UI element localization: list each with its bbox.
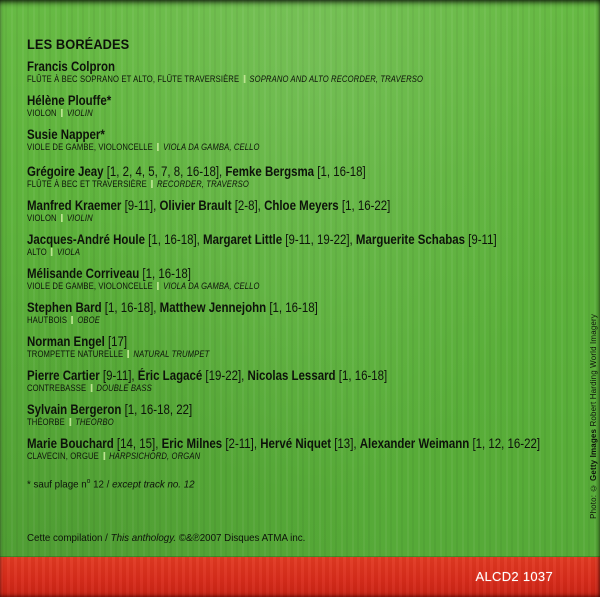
performer-name: Jacques-André Houle <box>27 232 145 247</box>
catalog-number: ALCD2 1037 <box>475 568 553 584</box>
performer-name: Manfred Kraemer <box>27 198 122 213</box>
performers-list <box>27 59 590 462</box>
separator-bar <box>90 384 92 392</box>
performer-tracks: [2-11] <box>222 436 254 451</box>
instrument-line <box>27 383 506 394</box>
performer-name: Francis Colpron <box>27 59 115 74</box>
instrument-en: VIOLIN <box>66 213 93 223</box>
performer-entry <box>27 368 590 394</box>
performer-entry <box>27 266 590 292</box>
instrument-en: HARPSICHORD, ORGAN <box>109 451 201 461</box>
performer-tracks: [9-11, 19-22] <box>282 232 350 247</box>
performer-entry <box>27 127 590 153</box>
performer-entry <box>27 300 590 326</box>
performer-name: Marie Bouchard <box>27 436 114 451</box>
performer-entry <box>27 59 590 85</box>
performer-name: Alexander Weimann <box>359 436 470 451</box>
instrument-en: VIOLA DA GAMBA, CELLO <box>163 281 260 291</box>
performer-name: Hélène Plouffe* <box>27 93 112 108</box>
performer-name: Mélisande Corriveau <box>27 266 140 281</box>
separator-bar <box>157 282 159 290</box>
footnote-en: except track no. 12 <box>112 478 195 491</box>
performer-tracks: [1, 16-18] <box>144 232 197 247</box>
performer-tracks: [1, 16-18] <box>139 266 191 281</box>
performer-names-line: Stephen Bard [1, 16-18], Matthew Jennejohn [1, 16-18] <box>27 300 318 315</box>
performer-names-line: Pierre Cartier [9-11], Éric Lagacé [19-22], Nicolas Lessard [1, 16-18] <box>27 368 388 383</box>
performer-tracks: [1, 16-18] <box>335 368 388 383</box>
performer-tracks: [14, 15] <box>113 436 156 451</box>
separator-bar <box>151 180 153 188</box>
performer-name: Éric Lagacé <box>137 368 203 383</box>
performer-tracks: [1, 12, 16-22] <box>469 436 541 451</box>
photo-credit-rest: Robert Harding World Imagery <box>589 314 598 430</box>
instrument-en: SOPRANO AND ALTO RECORDER, TRAVERSO <box>249 74 424 84</box>
instrument-line <box>27 142 506 153</box>
instrument-fr: ALTO <box>27 247 47 257</box>
performer-names-line <box>27 266 506 281</box>
performer-tracks: [1, 2, 4, 5, 7, 8, 16-18] <box>103 164 220 179</box>
performer-names-line <box>27 93 506 108</box>
instrument-en: VIOLA DA GAMBA, CELLO <box>163 142 260 152</box>
instrument-line <box>27 417 506 428</box>
performer-tracks: [2-8] <box>231 198 258 213</box>
performer-tracks: [1, 16-18] <box>101 300 154 315</box>
performer-tracks: [1, 16-18, 22] <box>121 402 193 417</box>
performer-name: Femke Bergsma <box>225 164 315 179</box>
instrument-line <box>27 108 506 119</box>
performer-tracks: [9-11] <box>99 368 132 383</box>
performer-tracks: [13] <box>331 436 354 451</box>
performer-names-line: Grégoire Jeay [1, 2, 4, 5, 7, 8, 16-18], Femke Bergsma [1, 16-18] <box>27 164 366 179</box>
instrument-fr: VIOLE DE GAMBE, VIOLONCELLE <box>27 142 153 152</box>
instrument-fr: VIOLON <box>27 213 57 223</box>
performer-name: Matthew Jennejohn <box>159 300 267 315</box>
performer-name: Susie Napper* <box>27 127 105 142</box>
performer-entry <box>27 198 590 224</box>
instrument-fr: THÉORBE <box>27 417 65 427</box>
performer-tracks: [1, 16-18] <box>266 300 318 315</box>
copyright-en: This anthology. <box>110 531 177 544</box>
instrument-en: DOUBLE BASS <box>96 383 152 393</box>
credits-content <box>27 38 590 544</box>
performer-names-line <box>27 59 506 74</box>
performer-name: Eric Milnes <box>161 436 223 451</box>
instrument-fr: TROMPETTE NATURELLE <box>27 349 124 359</box>
photo-credit <box>589 314 598 519</box>
instrument-en: NATURAL TRUMPET <box>133 349 210 359</box>
instrument-line <box>27 451 506 462</box>
separator-bar <box>103 452 105 460</box>
performer-entry <box>27 232 590 258</box>
instrument-fr: HAUTBOIS <box>27 315 68 325</box>
instrument-line <box>27 315 506 326</box>
separator-bar <box>157 143 159 151</box>
instrument-fr: VIOLON <box>27 108 57 118</box>
performer-tracks: [1, 16-18] <box>314 164 366 179</box>
performer-entry <box>27 402 590 428</box>
performer-names-line <box>27 127 506 142</box>
copyright-line <box>27 532 551 544</box>
separator-bar <box>69 418 71 426</box>
performer-name: Marguerite Schabas <box>355 232 465 247</box>
footnote-fr-post: 12 / <box>90 478 113 491</box>
performer-entry <box>27 334 590 360</box>
performer-entry <box>27 164 590 190</box>
separator-bar <box>51 248 53 256</box>
performer-tracks: [9-11] <box>464 232 497 247</box>
separator-bar <box>61 109 63 117</box>
performer-name: Norman Engel <box>27 334 105 349</box>
instrument-fr: CLAVECIN, ORGUE <box>27 451 99 461</box>
instrument-en: RECORDER, TRAVERSO <box>156 179 249 189</box>
footnote-ordinal: o <box>86 478 91 485</box>
performer-names-line: Manfred Kraemer [9-11], Olivier Brault [2-8], Chloe Meyers [1, 16-22] <box>27 198 391 213</box>
instrument-en: VIOLIN <box>66 108 93 118</box>
performer-name: Nicolas Lessard <box>247 368 336 383</box>
footnote <box>27 476 551 491</box>
performer-tracks: [9-11] <box>121 198 154 213</box>
instrument-line <box>27 247 506 258</box>
performer-name: Stephen Bard <box>27 300 102 315</box>
performer-entry <box>27 93 590 119</box>
performer-entry <box>27 436 590 462</box>
performer-name: Margaret Little <box>203 232 283 247</box>
page-title: LES BORÉADES <box>27 37 130 52</box>
photo-credit-agency: Getty Images <box>589 429 598 482</box>
performer-names-line <box>27 334 506 349</box>
performer-name: Chloe Meyers <box>264 198 339 213</box>
instrument-fr: FLÛTE À BEC SOPRANO ET ALTO, FLÛTE TRAVERSIÈRE <box>27 74 240 84</box>
separator-bar <box>71 316 73 324</box>
instrument-en: THEORBO <box>75 417 114 427</box>
performer-names-line: Marie Bouchard [14, 15], Eric Milnes [2-11], Hervé Niquet [13], Alexander Weimann [1, 12, 16-22] <box>27 436 541 451</box>
performer-tracks: [19-22] <box>202 368 242 383</box>
performer-name: Olivier Brault <box>159 198 232 213</box>
performer-name: Sylvain Bergeron <box>27 402 122 417</box>
photo-credit-prefix: Photo: © <box>589 481 598 519</box>
performer-name: Hervé Niquet <box>260 436 332 451</box>
performer-names-line: Jacques-André Houle [1, 16-18], Margaret Little [9-11, 19-22], Marguerite Schabas [9-11] <box>27 232 497 247</box>
copyright-fr: Cette compilation / <box>27 531 111 544</box>
performer-name: Grégoire Jeay <box>27 164 104 179</box>
instrument-line <box>27 213 506 224</box>
performer-tracks: [1, 16-22] <box>338 198 391 213</box>
instrument-en: VIOLA <box>56 247 81 257</box>
footnote-fr: * sauf plage n <box>27 478 87 491</box>
instrument-en: OBOE <box>77 315 100 325</box>
performer-name: Pierre Cartier <box>27 368 100 383</box>
catalog-bar <box>0 557 600 597</box>
copyright-rest: ©&℗2007 Disques ATMA inc. <box>176 531 306 544</box>
instrument-line <box>27 281 506 292</box>
separator-bar <box>127 350 129 358</box>
instrument-line <box>27 74 506 85</box>
performer-tracks: [17] <box>104 334 128 349</box>
instrument-line <box>27 349 506 360</box>
instrument-fr: VIOLE DE GAMBE, VIOLONCELLE <box>27 281 153 291</box>
separator-bar <box>243 75 245 83</box>
performer-names-line <box>27 402 506 417</box>
instrument-fr: CONTREBASSE <box>27 383 87 393</box>
instrument-fr: FLÛTE À BEC ET TRAVERSIÈRE <box>27 179 147 189</box>
instrument-line <box>27 179 506 190</box>
separator-bar <box>61 214 63 222</box>
